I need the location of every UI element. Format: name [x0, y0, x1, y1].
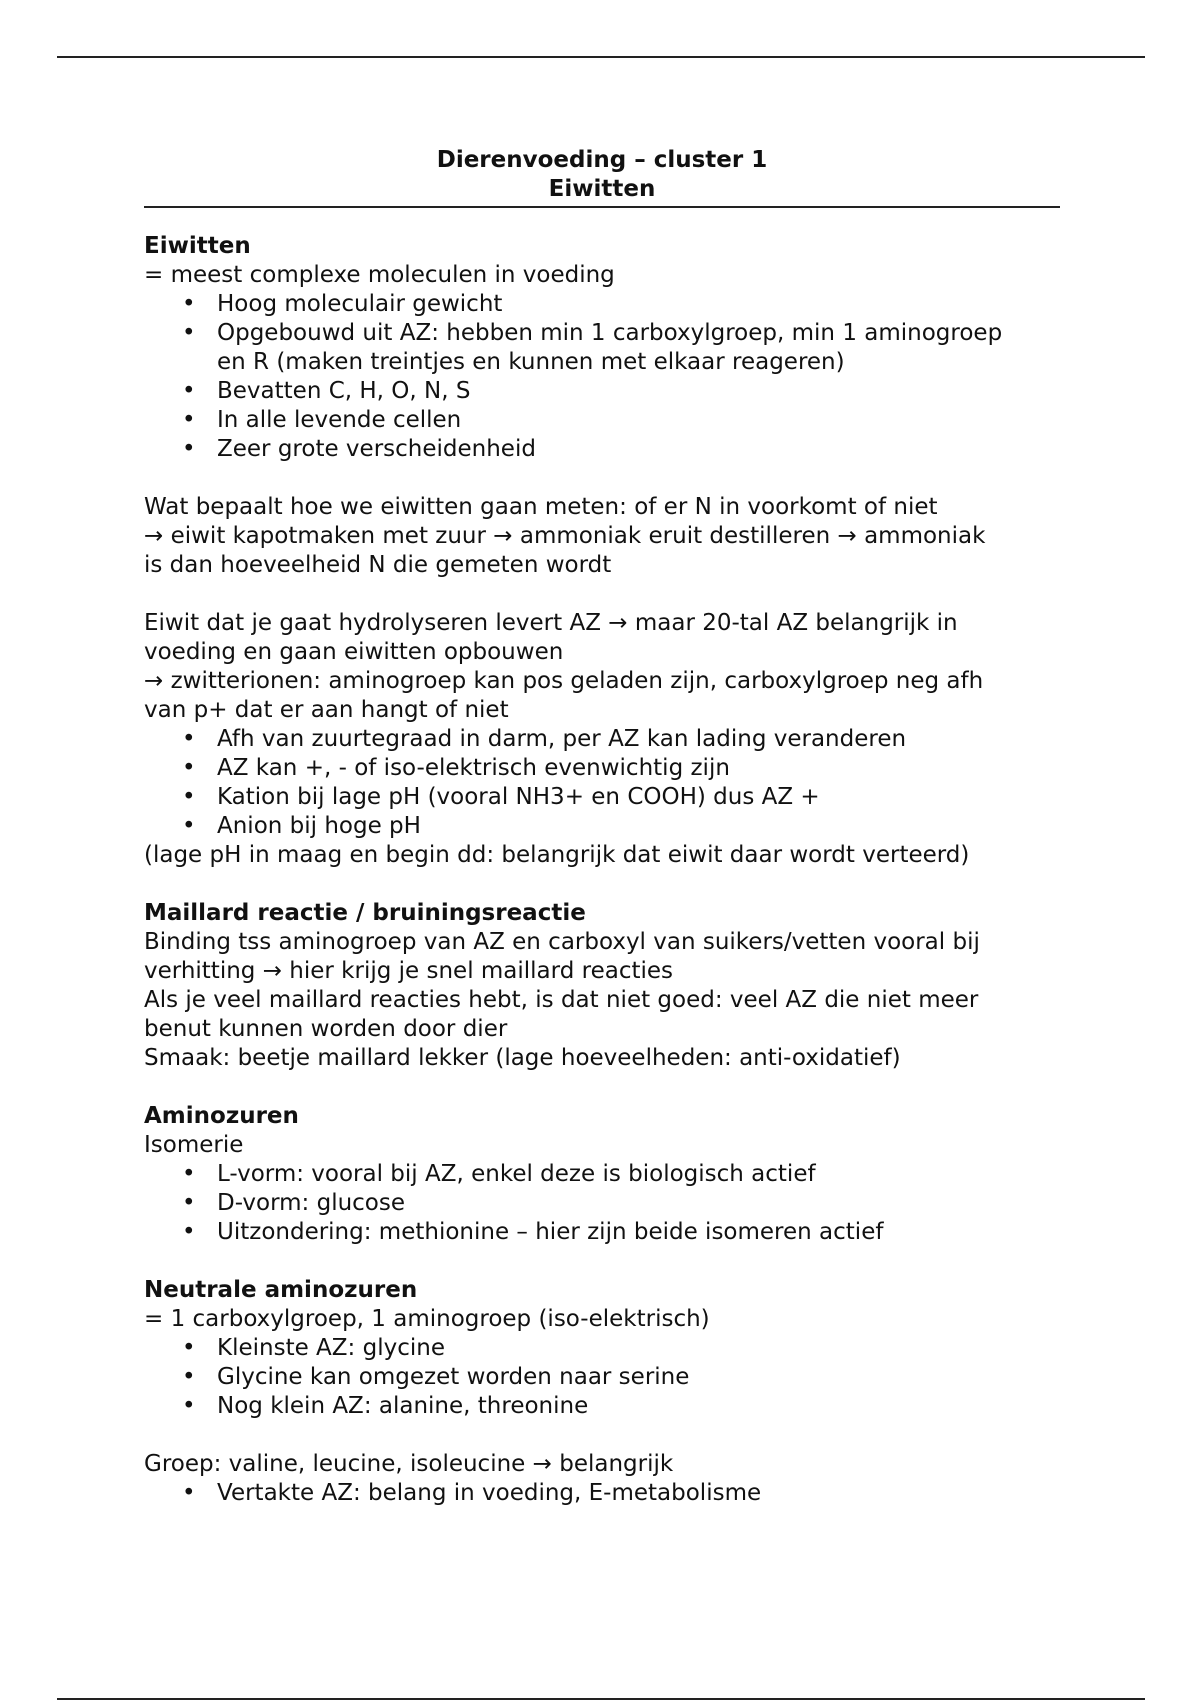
- eiwitten-intro: = meest complexe moleculen in voeding: [144, 262, 615, 288]
- paragraph-line: voeding en gaan eiwitten opbouwen: [144, 639, 564, 665]
- zwitterion-bullet-list: [144, 725, 1064, 841]
- neutrale-bullet-list: [144, 1334, 1064, 1421]
- section-heading-aminozuren: Aminozuren: [144, 1103, 299, 1129]
- paragraph-line: Smaak: beetje maillard lekker (lage hoeveelheden: anti-oxidatief): [144, 1045, 901, 1071]
- list-item: • Anion bij hoge pH: [144, 812, 1064, 841]
- document-title: Dierenvoeding – cluster 1: [436, 147, 768, 173]
- section-heading-neutrale-aminozuren: Neutrale aminozuren: [144, 1277, 418, 1303]
- list-item: • Bevatten C, H, O, N, S: [144, 377, 1064, 406]
- paragraph-gap: [144, 1073, 1064, 1102]
- section-heading-eiwitten: Eiwitten: [144, 233, 251, 259]
- list-item: [144, 319, 1064, 377]
- paragraph-line: → zwitterionen: aminogroep kan pos geladen zijn, carboxylgroep neg afh: [144, 668, 984, 694]
- page-header-rule: [57, 56, 1145, 58]
- paragraph-gap: [144, 1421, 1064, 1450]
- paragraph-line: Groep: valine, leucine, isoleucine → belangrijk: [144, 1451, 674, 1477]
- title-underline: [144, 206, 1060, 208]
- paragraph-line: benut kunnen worden door dier: [144, 1016, 508, 1042]
- list-item: • Hoog moleculair gewicht: [144, 290, 1064, 319]
- list-item: • Afh van zuurtegraad in darm, per AZ kan lading veranderen: [144, 725, 1064, 754]
- neutrale-intro: = 1 carboxylgroep, 1 aminogroep (iso-elektrisch): [144, 1306, 710, 1332]
- paragraph-line: Eiwit dat je gaat hydrolyseren levert AZ → maar 20-tal AZ belangrijk in: [144, 610, 958, 636]
- paragraph-gap: [144, 580, 1064, 609]
- list-item: • Kation bij lage pH (vooral NH3+ en COOH) dus AZ +: [144, 783, 1064, 812]
- paragraph-note: (lage pH in maag en begin dd: belangrijk dat eiwit daar wordt verteerd): [144, 842, 970, 868]
- list-item: • Kleinste AZ: glycine: [144, 1334, 1064, 1363]
- list-item: • AZ kan +, - of iso-elektrisch evenwichtig zijn: [144, 754, 1064, 783]
- paragraph-line: Binding tss aminogroep van AZ en carboxyl van suikers/vetten vooral bij: [144, 929, 980, 955]
- paragraph-line: Als je veel maillard reacties hebt, is dat niet goed: veel AZ die niet meer: [144, 987, 979, 1013]
- list-item: • D-vorm: glucose: [144, 1189, 1064, 1218]
- list-item: • L-vorm: vooral bij AZ, enkel deze is biologisch actief: [144, 1160, 1064, 1189]
- list-item: • Zeer grote verscheidenheid: [144, 435, 1064, 464]
- paragraph-gap: [144, 870, 1064, 899]
- list-item: • In alle levende cellen: [144, 406, 1064, 435]
- aminozuren-intro: Isomerie: [144, 1132, 244, 1158]
- list-item: • Nog klein AZ: alanine, threonine: [144, 1392, 1064, 1421]
- list-item: • Vertakte AZ: belang in voeding, E-metabolisme: [144, 1479, 1064, 1508]
- list-item: • Glycine kan omgezet worden naar serine: [144, 1363, 1064, 1392]
- document-subtitle: Eiwitten: [548, 176, 656, 202]
- paragraph-line: is dan hoeveelheid N die gemeten wordt: [144, 552, 612, 578]
- paragraph-gap: [144, 1247, 1064, 1276]
- paragraph-line: verhitting → hier krijg je snel maillard reacties: [144, 958, 673, 984]
- section-heading-maillard: Maillard reactie / bruiningsreactie: [144, 900, 586, 926]
- paragraph-line: van p+ dat er aan hangt of niet: [144, 697, 509, 723]
- paragraph-line: Wat bepaalt hoe we eiwitten gaan meten: of er N in voorkomt of niet: [144, 494, 938, 520]
- document-body: [144, 146, 1064, 1508]
- list-item-text-continued: en R (maken treintjes en kunnen met elkaar reageren): [217, 349, 845, 375]
- paragraph-line: → eiwit kapotmaken met zuur → ammoniak eruit destilleren → ammoniak: [144, 523, 986, 549]
- list-item: • Uitzondering: methionine – hier zijn beide isomeren actief: [144, 1218, 1064, 1247]
- isomerie-bullet-list: [144, 1160, 1064, 1247]
- eiwitten-bullet-list: [144, 290, 1064, 464]
- paragraph-gap: [144, 464, 1064, 493]
- vertakte-bullet-list: [144, 1479, 1064, 1508]
- list-item-text: Opgebouwd uit AZ: hebben min 1 carboxylgroep, min 1 aminogroep: [217, 320, 1003, 346]
